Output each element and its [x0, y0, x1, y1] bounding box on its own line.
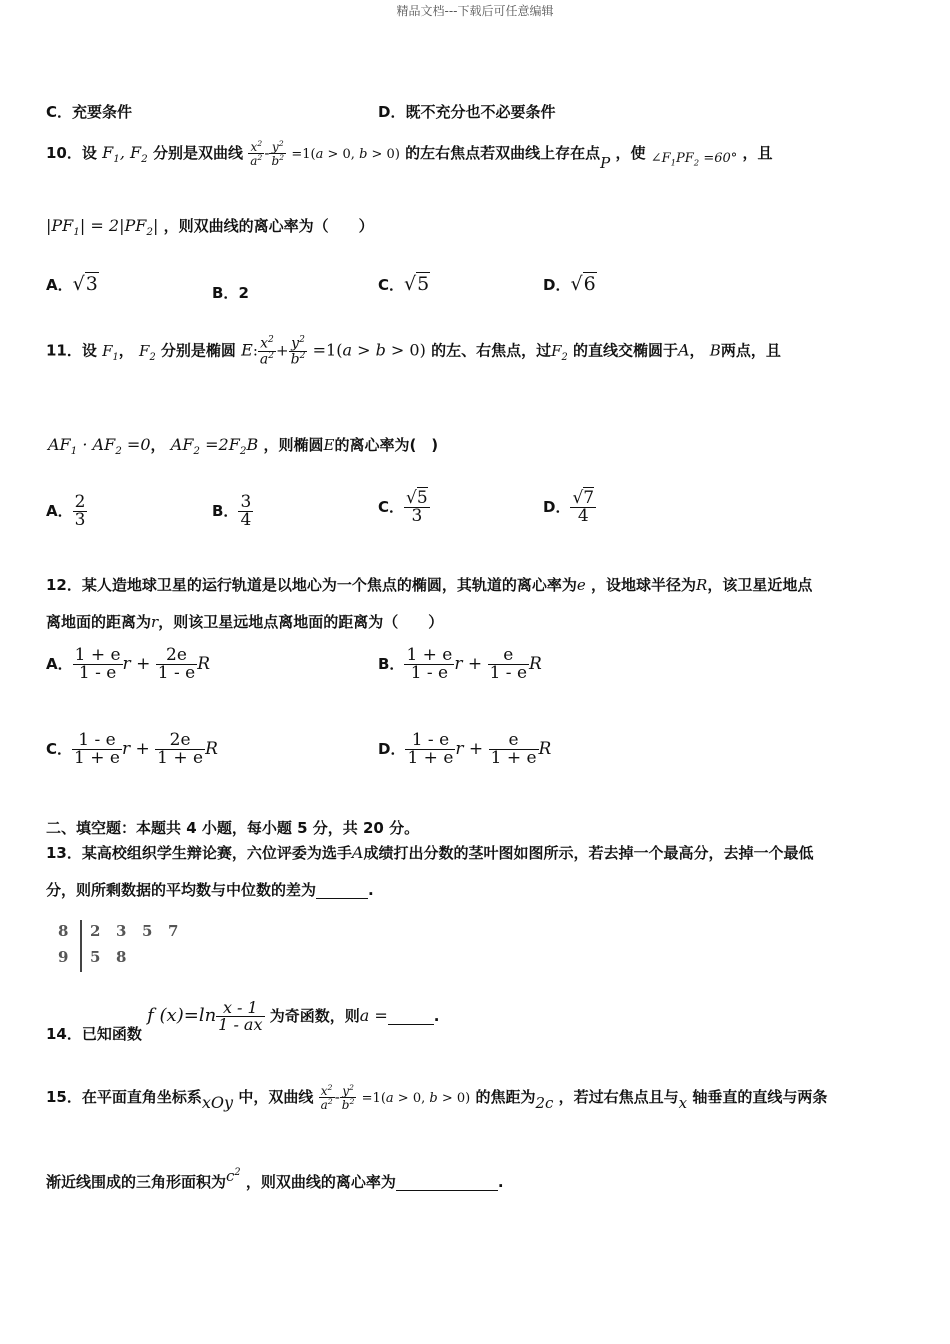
q12-option-c: C． $\frac{1 - e}{1 + e}$ r + $\frac{2e}{1 + e}$ R — [46, 730, 218, 768]
q10-line2: $|PF_1| = 2|PF_2|$ ，则双曲线的离心率为（ ） — [46, 216, 374, 239]
page-header: 精品文档---下载后可任意编辑 — [396, 4, 554, 18]
q13-line1: 13．某高校组织学生辩论赛，六位评委为选手A成绩打出分数的茎叶图如图所示，若去掉一个最高分，去掉一个最低 — [46, 843, 814, 862]
q12-line2: 离地面的距离为r，则该卫星远地点离地面的距离为（ ） — [46, 613, 444, 631]
q11-line1: 11．设 $F_1$， $F_2$ 分别是椭圆 E: $\frac{x^2}{a^2}$ + $\frac{y^2}{b^2}$ =1(a > b > 0) 的左、右焦点，过$F_2$ 的直线交椭圆于A， B两点，且 — [46, 335, 781, 368]
q11-option-b: B． $\frac{3}{4}$ — [212, 492, 252, 530]
q13-answer-blank[interactable] — [316, 883, 368, 899]
q11-option-c: C． $\frac{√5}{3}$ — [378, 488, 428, 526]
q11-option-d: D． $\frac{√7}{4}$ — [543, 488, 595, 526]
q9-option-d: D．既不充分也不必要条件 — [378, 103, 556, 121]
q10-option-d: D．√6 — [543, 273, 596, 295]
q12-line1: 12．某人造地球卫星的运行轨道是以地心为一个焦点的椭圆，其轨道的离心率为e ，设地球半径为R，该卫星近地点 — [46, 576, 813, 594]
q11-option-a: A． $\frac{2}{3}$ — [46, 492, 86, 530]
q9-option-c: C．充要条件 — [46, 103, 133, 121]
section-2-heading: 二、填空题：本题共 4 小题，每小题 5 分，共 20 分。 — [46, 819, 420, 837]
q12-option-d: D． $\frac{1 - e}{1 + e}$ r + $\frac{e}{1 + e}$ R — [378, 730, 552, 768]
q11-line2: $AF_1 \cdot AF_2 =0$， $AF_2 =2F_2B$ ，则椭圆E的离心率为( ) — [48, 435, 439, 458]
q15-line2: 渐近线围成的三角形面积为$c^2$ ，则双曲线的离心率为 . — [46, 1167, 504, 1191]
q14-answer-blank[interactable] — [388, 1009, 434, 1025]
q10-option-a: A．√3 — [46, 273, 98, 295]
q10-option-b: B．2 — [212, 284, 249, 302]
q12-option-b: B． $\frac{1 + e}{1 - e}$ r + $\frac{e}{1 - e}$ R — [378, 645, 542, 683]
q15-answer-blank[interactable] — [396, 1175, 498, 1191]
q12-option-a: A． $\frac{1 + e}{1 - e}$ r + $\frac{2e}{1 - e}$ R — [46, 645, 210, 683]
q15-line1: 15．在平面直角坐标系xOy 中，双曲线 $\frac{x^2}{a^2}$ - $\frac{y^2}{b^2}$ =1(a > 0, b > 0) 的焦距为2c ，若过右焦点且与x 轴垂直的直线与两条 — [46, 1083, 828, 1112]
q10-line1: 10．设 $F_1$, $F_2$ 分别是双曲线 $\frac{x^2}{a^2}$ - $\frac{y^2}{b^2}$ =1(a > 0, b > 0) 的左右焦点若双曲线上存在点P ，使 $\angle F_1PF_2 =60^\circ$ ，且 — [46, 139, 773, 172]
q10-option-c: C．√5 — [378, 273, 430, 295]
q14-line: 14．已知函数 f (x)=ln $\frac{x - 1}{1 - ax}$ 为奇函数，则a = . — [46, 998, 440, 1043]
q13-line2: 分，则所剩数据的平均数与中位数的差为 . — [46, 881, 374, 899]
stem-divider — [80, 920, 82, 972]
